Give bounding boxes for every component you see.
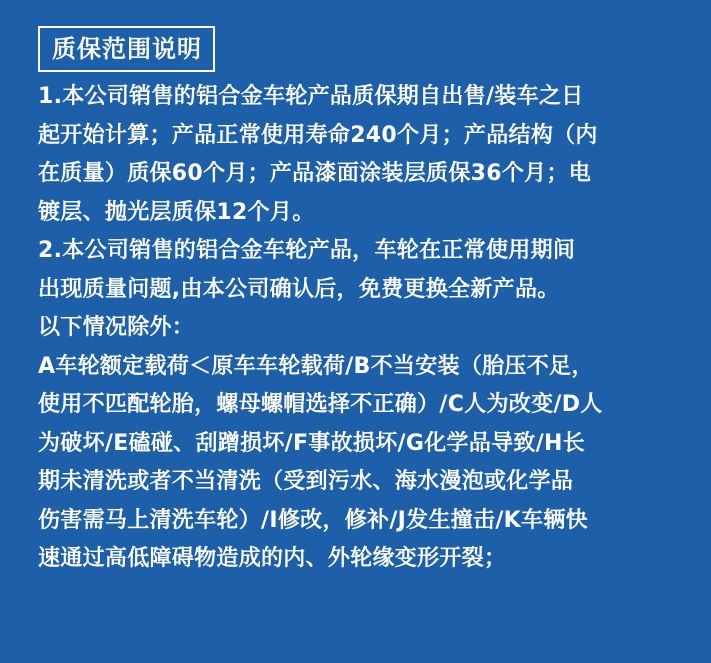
text-line: 伤害需马上清洗车轮）/I修改，修补/J发生撞击/K车辆快 xyxy=(38,507,588,533)
text-line: 为破坏/E磕碰、刮蹭损坏/F事故损坏/G化学品导致/H长 xyxy=(38,430,586,456)
text-line: 期未清洗或者不当清洗（受到污水、海水漫泡或化学品 xyxy=(38,469,574,494)
text-line: A车轮额定载荷＜原车车轮载荷/B不当安装（胎压不足， xyxy=(38,353,594,379)
warranty-text xyxy=(38,78,678,579)
text-line: 以下情况除外： xyxy=(38,315,195,340)
text-line: 2.本公司销售的铝合金车轮产品，车轮在正常使用期间 xyxy=(38,238,576,263)
text-line: 出现质量问题,由本公司确认后，免费更换全新产品。 xyxy=(38,276,560,302)
text-line: 使用不匹配轮胎，螺母螺帽选择不正确）/C人为改变/D人 xyxy=(38,392,603,417)
section-title: 质保范围说明 xyxy=(38,26,215,72)
text-line: 起开始计算；产品正常使用寿命240个月；产品结构（内 xyxy=(38,122,598,148)
text-line: 在质量）质保60个月；产品漆面涂装层质保36个月；电 xyxy=(38,161,592,186)
text-line: 速通过高低障碍物造成的内、外轮缘变形开裂； xyxy=(38,546,507,571)
text-line: 1.本公司销售的铝合金车轮产品质保期自出售/装车之日 xyxy=(38,84,584,109)
text-line: 镀层、抛光层质保12个月。 xyxy=(38,199,315,225)
